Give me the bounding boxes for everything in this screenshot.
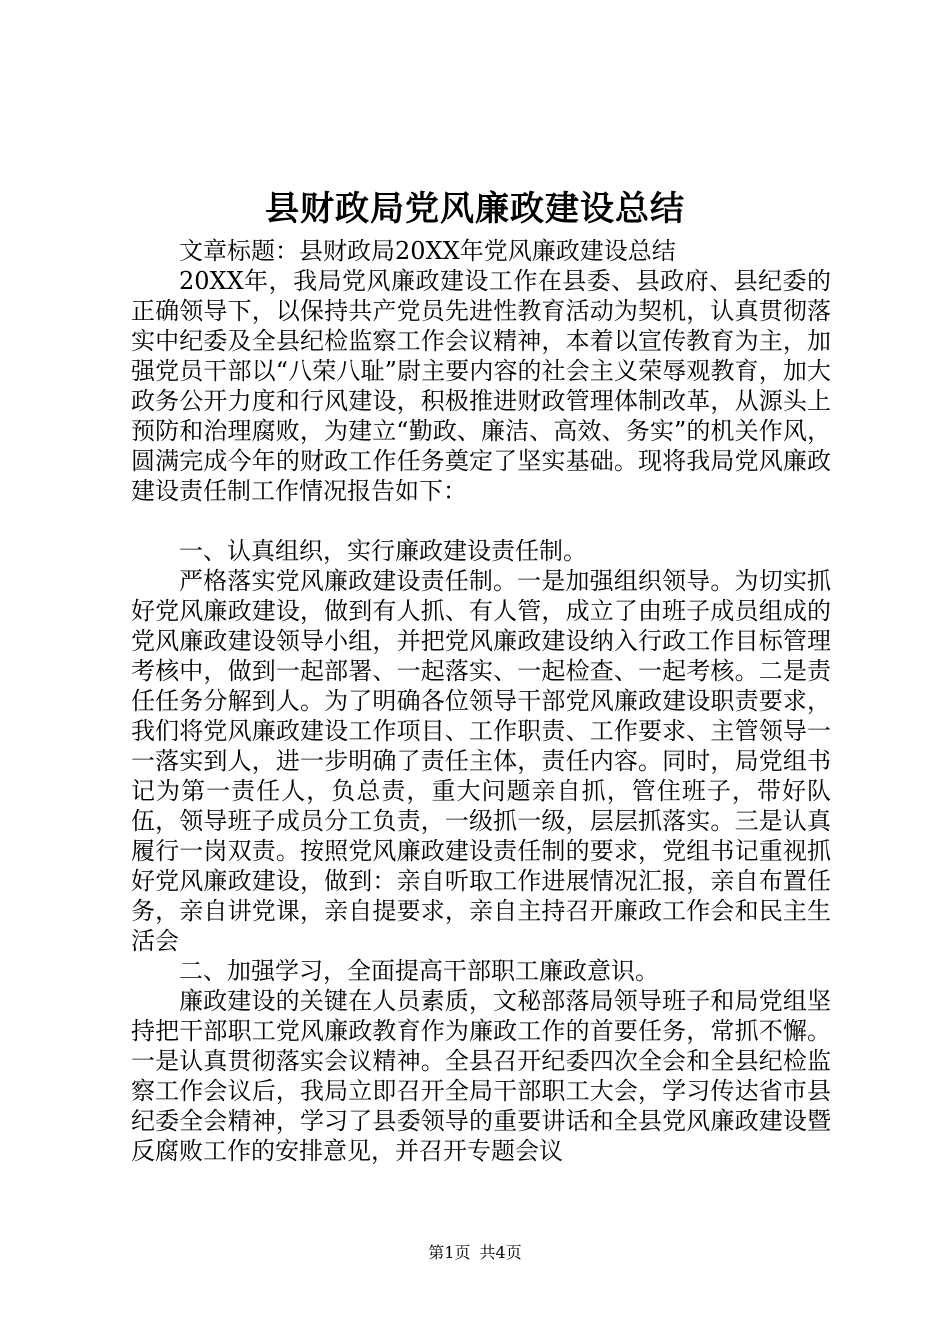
section-heading-1: 一、认真组织，实行廉政建设责任制。 [179,537,587,565]
paragraph-section-1: 严格落实党风廉政建设责任制。一是加强组织领导。为切实抓好党风廉政建设，做到有人抓、有人管，成立了由班子成员组成的党风廉政建设领导小组，并把党风廉政建设纳入行政工作目标管理考核中，做到一起部署、一起落实、一起检查、一起考核。二是责任任务分解到人。为了明确各位领导干部党风廉政建设职责要求，我们将党风廉政建设工作项目、工作职责、工作要求、主管领导一一落实到人，进一步明确了责任主体，责任内容。同时，局党组书记为第一责任人，负总责，重大问题亲自抓，管住班子，带好队伍，领导班子成员分工负责，一级抓一级，层层抓落实。三是认真履行一岗双责。按照党风廉政建设责任制的要求，党组书记重视抓好党风廉政建设，做到：亲自听取工作进展情况汇报，亲自布置任务，亲自讲党课，亲自提要求，亲自主持召开廉政工作会和民主生活会 [131,567,831,955]
paragraph-intro: 20XX年，我局党风廉政建设工作在县委、县政府、县纪委的正确领导下，以保持共产党员先进性教育活动为契机，认真贯彻落实中纪委及全县纪检监察工作会议精神，本着以宣传教育为主，加强党员干部以“八荣八耻”尉主要内容的社会主义荣辱观教育，加大政务公开力度和行风建设，积极推进财政管理体制改革，从源头上预防和治理腐败，为建立“勤政、廉洁、高效、务实”的机关作风，圆满完成今年的财政工作任务奠定了坚实基础。现将我局党风廉政建设责任制工作情况报告如下： [131,267,831,505]
section-heading-2: 二、加强学习，全面提高干部职工廉政意识。 [179,957,659,985]
document-body [131,236,831,1166]
article-title-line: 文章标题：县财政局20XX年党风廉政建设总结 [179,237,676,265]
document-title: 县财政局党风廉政建设总结 [265,189,685,229]
page-total: 共4页 [479,1243,522,1262]
page-footer [0,1242,950,1264]
page-number: 第1页 [428,1243,471,1262]
paragraph-section-2: 廉政建设的关键在人员素质，文秘部落局领导班子和局党组坚持把干部职工党风廉政教育作为廉政工作的首要任务，常抓不懈。一是认真贯彻落实会议精神。全县召开纪委四次全会和全县纪检监察工作会议后，我局立即召开全局干部职工大会，学习传达省市县纪委全会精神，学习了县委领导的重要讲话和全县党风廉政建设暨反腐败工作的安排意见，并召开专题会议 [131,987,831,1165]
